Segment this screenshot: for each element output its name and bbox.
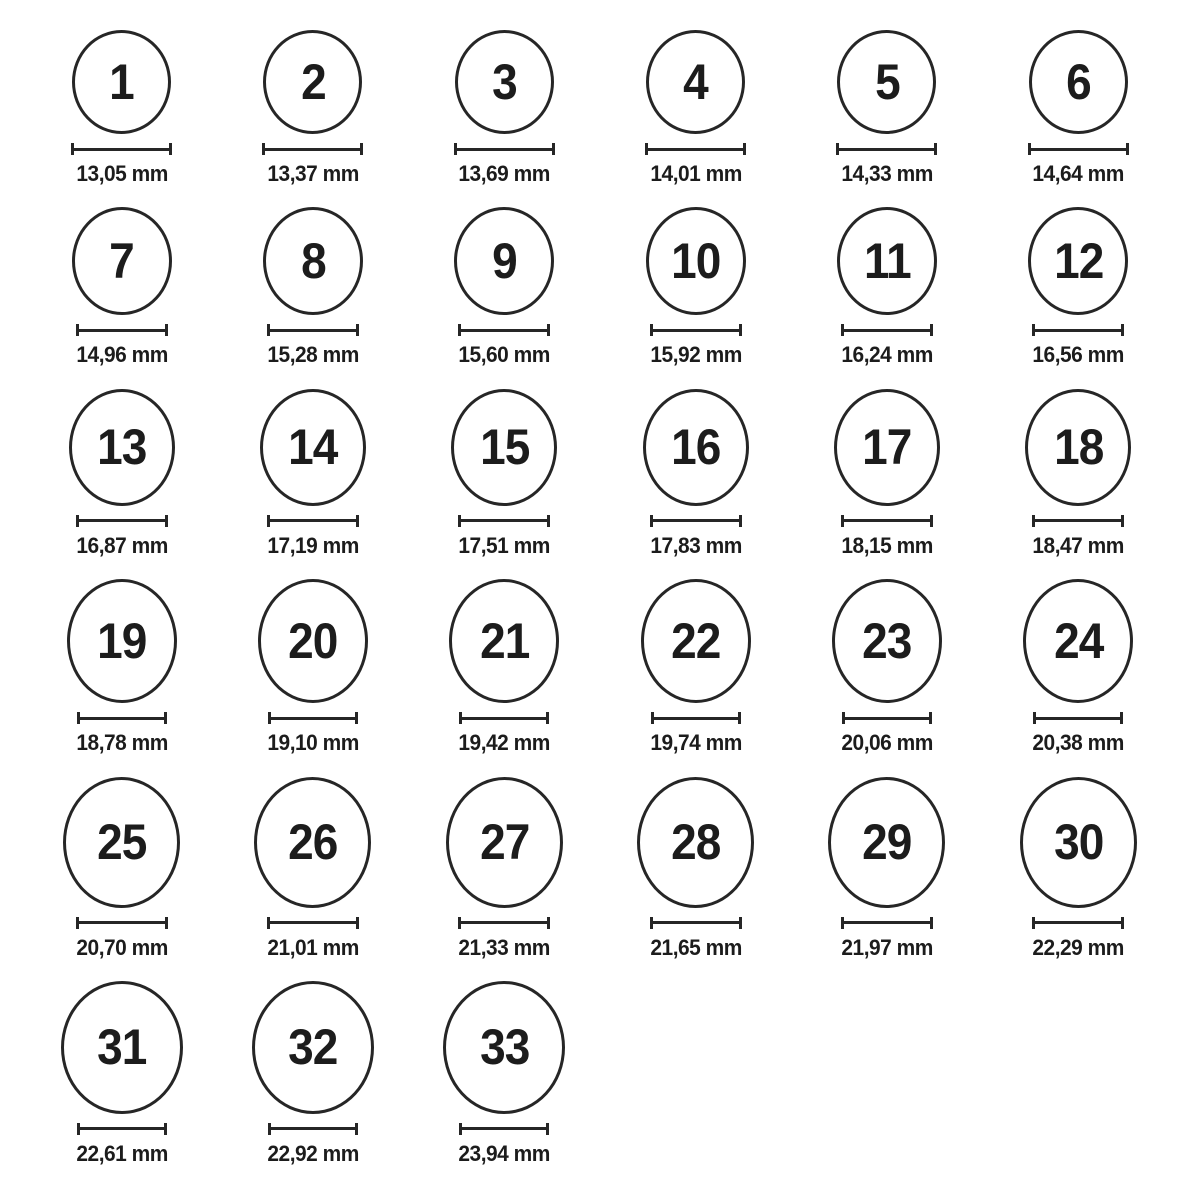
ring-size-number: 11	[863, 233, 911, 290]
ring-circle	[451, 389, 557, 506]
ring-cell	[61, 981, 183, 1167]
ring-circle	[72, 207, 172, 315]
diameter-label: 23,94 mm	[458, 1140, 551, 1166]
diameter-dimension-line	[1033, 712, 1123, 724]
ring-size-number: 17	[862, 419, 912, 476]
diameter-dimension-line	[842, 712, 932, 724]
ring-cell	[645, 30, 746, 187]
ring-size-number: 29	[862, 814, 912, 871]
diameter-label: 14,33 mm	[841, 161, 933, 186]
ring-circle	[1028, 207, 1128, 315]
diameter-label: 13,05 mm	[75, 161, 168, 186]
diameter-label: 21,97 mm	[841, 934, 933, 960]
ring-size-number: 24	[1053, 613, 1103, 670]
ring-cell	[72, 207, 172, 368]
diameter-dimension-line	[458, 324, 550, 336]
diameter-dimension-line	[76, 324, 168, 336]
diameter-dimension-line	[267, 324, 359, 336]
diameter-label: 21,01 mm	[267, 934, 359, 960]
diameter-label: 20,70 mm	[75, 934, 168, 960]
ring-size-number: 30	[1053, 814, 1103, 871]
diameter-dimension-line	[458, 917, 550, 929]
ring-circle	[1020, 777, 1137, 908]
diameter-label: 20,38 mm	[1032, 730, 1125, 756]
ring-size-number: 14	[288, 419, 338, 476]
diameter-dimension-line	[76, 917, 168, 929]
diameter-dimension-line	[651, 712, 741, 724]
diameter-label: 18,47 mm	[1032, 532, 1125, 558]
diameter-dimension-line	[267, 515, 359, 527]
ring-circle	[1029, 30, 1128, 134]
diameter-dimension-line	[459, 1123, 549, 1135]
diameter-label: 21,33 mm	[458, 934, 551, 960]
diameter-dimension-line	[1028, 143, 1129, 155]
ring-size-number: 19	[96, 613, 147, 670]
ring-cell	[836, 30, 937, 187]
ring-circle	[446, 777, 563, 908]
diameter-dimension-line	[268, 1123, 358, 1135]
ring-size-number: 9	[491, 233, 517, 290]
ring-cell	[254, 777, 371, 961]
diameter-label: 14,96 mm	[75, 342, 168, 368]
diameter-label: 16,87 mm	[75, 532, 168, 558]
ring-cell	[451, 389, 557, 559]
ring-circle	[254, 777, 371, 908]
ring-circle	[643, 389, 749, 506]
ring-cell	[646, 207, 746, 368]
diameter-dimension-line	[645, 143, 746, 155]
ring-cell	[832, 579, 942, 756]
ring-cell	[67, 579, 177, 756]
diameter-label: 22,92 mm	[267, 1140, 359, 1166]
ring-size-number: 15	[479, 419, 529, 476]
diameter-dimension-line	[454, 143, 555, 155]
ring-circle	[263, 207, 363, 315]
diameter-label: 18,78 mm	[75, 730, 168, 756]
diameter-dimension-line	[71, 143, 172, 155]
ring-cell	[837, 207, 937, 368]
diameter-dimension-line	[77, 712, 167, 724]
ring-circle	[837, 30, 936, 134]
ring-cell	[641, 579, 751, 756]
ring-cell	[263, 207, 363, 368]
diameter-dimension-line	[267, 917, 359, 929]
diameter-dimension-line	[458, 515, 550, 527]
ring-circle	[260, 389, 366, 506]
ring-size-number: 18	[1053, 419, 1103, 476]
diameter-label: 15,60 mm	[458, 342, 551, 368]
ring-size-number: 16	[670, 419, 721, 476]
diameter-label: 15,92 mm	[649, 342, 742, 368]
diameter-dimension-line	[1032, 515, 1124, 527]
ring-size-number: 27	[479, 814, 529, 871]
ring-cell	[443, 981, 565, 1167]
ring-circle	[72, 30, 171, 134]
diameter-dimension-line	[459, 712, 549, 724]
ring-size-number: 23	[862, 613, 912, 670]
ring-size-number: 7	[109, 233, 134, 290]
ring-circle	[1025, 389, 1131, 506]
diameter-label: 14,01 mm	[649, 161, 742, 186]
ring-circle	[646, 30, 745, 134]
ring-circle	[637, 777, 754, 908]
ring-cell	[1028, 30, 1129, 187]
ring-circle	[1023, 579, 1133, 703]
ring-cell	[643, 389, 749, 559]
diameter-dimension-line	[841, 515, 933, 527]
diameter-label: 17,19 mm	[267, 532, 359, 558]
ring-size-number: 13	[96, 419, 147, 476]
ring-circle	[449, 579, 559, 703]
ring-size-number: 22	[670, 613, 721, 670]
ring-cell	[63, 777, 180, 961]
ring-circle	[263, 30, 362, 134]
ring-size-number: 32	[288, 1019, 338, 1076]
ring-size-number: 28	[670, 814, 721, 871]
diameter-label: 21,65 mm	[649, 934, 742, 960]
ring-size-number: 26	[288, 814, 338, 871]
diameter-dimension-line	[262, 143, 363, 155]
diameter-label: 22,61 mm	[75, 1140, 168, 1166]
ring-size-number: 4	[683, 54, 708, 110]
diameter-dimension-line	[1032, 324, 1124, 336]
diameter-label: 17,51 mm	[458, 532, 551, 558]
ring-cell	[69, 389, 175, 559]
ring-cell	[454, 30, 555, 187]
diameter-dimension-line	[650, 324, 742, 336]
ring-circle	[252, 981, 374, 1114]
diameter-label: 22,29 mm	[1032, 934, 1125, 960]
ring-cell	[828, 777, 945, 961]
diameter-label: 15,28 mm	[267, 342, 359, 368]
ring-circle	[61, 981, 183, 1114]
diameter-label: 20,06 mm	[841, 730, 933, 756]
ring-circle	[67, 579, 177, 703]
ring-cell	[449, 579, 559, 756]
diameter-label: 13,37 mm	[267, 161, 359, 186]
diameter-label: 17,83 mm	[649, 532, 742, 558]
diameter-label: 19,10 mm	[267, 730, 359, 756]
ring-circle	[641, 579, 751, 703]
ring-size-number: 12	[1053, 233, 1103, 290]
ring-size-number: 6	[1065, 54, 1091, 110]
ring-cell	[262, 30, 363, 187]
ring-circle	[69, 389, 175, 506]
ring-size-number: 10	[670, 233, 721, 290]
ring-size-number: 2	[300, 54, 326, 110]
ring-cell	[258, 579, 368, 756]
ring-cell	[71, 30, 172, 187]
ring-cell	[637, 777, 754, 961]
diameter-dimension-line	[268, 712, 358, 724]
diameter-dimension-line	[1032, 917, 1124, 929]
diameter-dimension-line	[650, 515, 742, 527]
ring-circle	[832, 579, 942, 703]
diameter-dimension-line	[836, 143, 937, 155]
ring-circle	[455, 30, 554, 134]
diameter-label: 14,64 mm	[1032, 161, 1125, 186]
ring-cell	[1025, 389, 1131, 559]
ring-size-number: 20	[288, 613, 338, 670]
diameter-dimension-line	[841, 917, 933, 929]
ring-size-chart	[26, 30, 1174, 1167]
ring-size-number: 25	[96, 814, 147, 871]
ring-size-number: 3	[491, 54, 517, 110]
ring-circle	[837, 207, 937, 315]
diameter-label: 16,56 mm	[1032, 342, 1125, 368]
diameter-label: 19,42 mm	[458, 730, 551, 756]
ring-cell	[260, 389, 366, 559]
diameter-dimension-line	[77, 1123, 167, 1135]
ring-circle	[646, 207, 746, 315]
ring-cell	[446, 777, 563, 961]
ring-circle	[828, 777, 945, 908]
diameter-label: 18,15 mm	[841, 532, 933, 558]
ring-size-number: 8	[300, 233, 326, 290]
ring-cell	[1020, 777, 1137, 961]
diameter-dimension-line	[76, 515, 168, 527]
ring-cell	[1023, 579, 1133, 756]
ring-size-number: 21	[479, 613, 529, 670]
ring-circle	[834, 389, 940, 506]
diameter-dimension-line	[650, 917, 742, 929]
ring-circle	[63, 777, 180, 908]
ring-size-number: 31	[96, 1019, 147, 1076]
ring-cell	[1028, 207, 1128, 368]
diameter-dimension-line	[841, 324, 933, 336]
diameter-label: 13,69 mm	[458, 161, 551, 186]
ring-circle	[454, 207, 554, 315]
ring-cell	[252, 981, 374, 1167]
ring-circle	[258, 579, 368, 703]
ring-cell	[834, 389, 940, 559]
ring-size-number: 5	[874, 54, 900, 110]
ring-circle	[443, 981, 565, 1114]
ring-size-number: 33	[479, 1019, 529, 1076]
ring-size-number: 1	[109, 54, 134, 110]
ring-cell	[454, 207, 554, 368]
diameter-label: 16,24 mm	[841, 342, 933, 368]
diameter-label: 19,74 mm	[649, 730, 742, 756]
